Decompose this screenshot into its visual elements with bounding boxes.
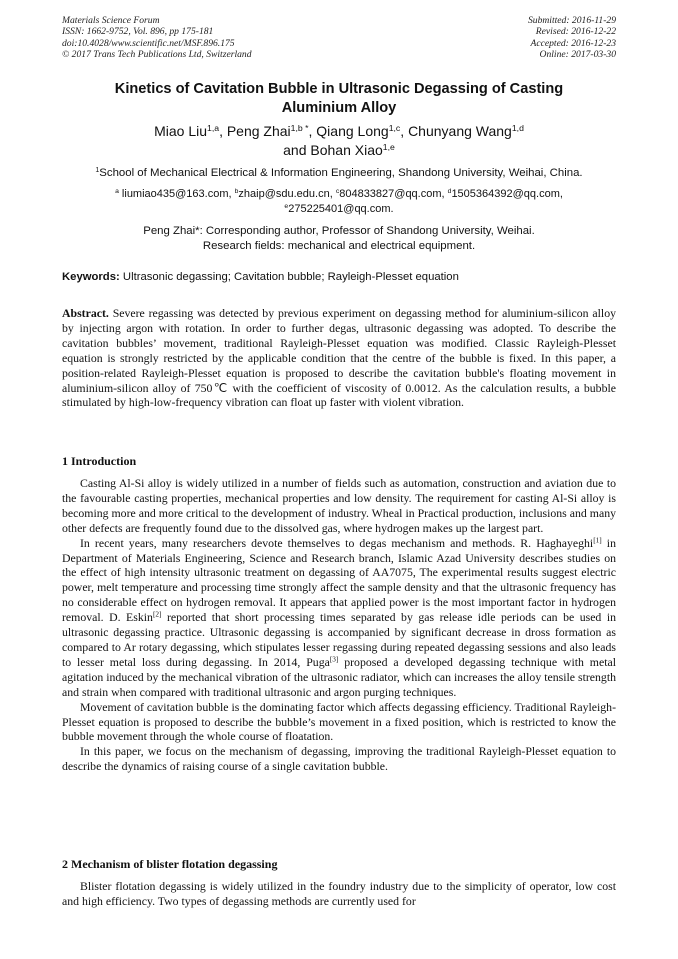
citation-ref: [2]: [152, 609, 162, 619]
keywords-label: Keywords:: [62, 271, 120, 283]
accepted-date: Accepted: 2016-12-23: [530, 37, 616, 49]
section-2-paragraph-1: Blister flotation degassing is widely utilized in the foundry industry due to the simplicity of operator, low cost and high efficiency. Two types of degassing methods are currently used for: [62, 879, 616, 908]
revised-date: Revised: 2016-12-22: [535, 26, 616, 38]
email-d: 1505364392@qq.com,: [451, 188, 563, 200]
intro-p2-text: In recent years, many researchers devote themselves to degas mechanism and methods. R. Haghayeghi: [80, 535, 594, 550]
section-2-body: [62, 879, 616, 909]
intro-p2-text: in Department of Materials Engineering, Science and Research branch, Islamic Azad University describes studies on the effect of high intensity ultrasonic treatment on degassing of AA7075, The experimental results suggest electric power, melt temperature and processing time strongly affect the sample density and that the ultrasonic frequency has no considerable effect on hydrogen removal. It appears that applied power is the most important factor in hydrogen removal. D. Eskin: [62, 535, 616, 625]
section-1-body: [62, 476, 616, 774]
intro-p2-text: proposed a developed degassing technique with metal agitation induced by the mechanical vibration of the ultrasonic radiator, which can increases the alloy tensile strength and strain when compared with traditional ultrasonic and argon purging techniques.: [62, 654, 616, 699]
affiliation: [62, 166, 616, 180]
email-a: liumiao435@163.com,: [118, 188, 235, 200]
author-affil-marker: 1,c: [388, 122, 401, 133]
intro-paragraph-4: In this paper, we focus on the mechanism of degassing, improving the traditional Rayleigh-Plesset equation to describe the dynamics of raising course of a single cavitation bubble.: [62, 744, 616, 774]
abstract-label: Abstract.: [62, 306, 109, 320]
email-marker: b: [234, 187, 239, 195]
paper-title: [62, 80, 616, 118]
intro-paragraph-1: Casting Al-Si alloy is widely utilized in a number of fields such as automation, construction and aviation due to the favourable casting properties, mechanical properties and low density. The requirement for casting Al-Si alloy is becoming more and more critical to the development of industry. Wheal in Practical production, inclusions and many other defects are frequently found due to the dissolved gas, where hydrogen makes up the largest part.: [62, 476, 616, 535]
abstract: [62, 306, 616, 410]
citation-ref: [1]: [593, 535, 602, 545]
intro-paragraph-2: [62, 536, 616, 700]
author-name: and Bohan Xiao: [283, 142, 383, 158]
author-affil-marker: 1,b *: [290, 122, 309, 133]
email-e: 275225401@qq.com.: [288, 202, 394, 215]
submitted-date: Submitted: 2016-11-29: [527, 15, 616, 26]
affiliation-text: School of Mechanical Electrical & Information Engineering, Shandong University, Weihai, China.: [99, 167, 583, 179]
author-affil-marker: 1,a: [207, 122, 220, 133]
email-marker: c: [335, 187, 340, 195]
abstract-paragraph: [62, 306, 616, 410]
intro-paragraph-3: Movement of cavitation bubble is the dominating factor which affects degassing efficiency. Traditional Rayleigh-Plesset equation is proposed to describe the bubble’s movement in a fixed position, which is restricted to know the bubble movement through the whole course of floatation.: [62, 699, 616, 744]
author-name: Peng Zhai: [226, 123, 291, 139]
author-affil-marker: 1,e: [382, 141, 395, 152]
email-line-1: [62, 187, 616, 202]
section-1-heading: 1 Introduction: [62, 454, 137, 468]
author-line-1: [62, 122, 616, 141]
email-c: 804833827@qq.com,: [339, 188, 448, 200]
title-line-1: Kinetics of Cavitation Bubble in Ultrasonic Degassing of Casting: [114, 81, 564, 97]
issn-line: ISSN: 1662-9752, Vol. 896, pp 175-181: [62, 26, 214, 38]
author-separator: ,: [308, 123, 317, 139]
keywords: [62, 270, 616, 284]
email-marker: a: [115, 187, 119, 195]
corresponding-line-2: Research fields: mechanical and electrical equipment.: [202, 240, 476, 252]
keywords-text: Ultrasonic degassing; Cavitation bubble; Rayleigh-Plesset equation: [119, 271, 459, 283]
corresponding-author: [62, 224, 616, 254]
email-marker: d: [447, 187, 452, 195]
author-separator: ,: [400, 123, 409, 139]
copyright-line: © 2017 Trans Tech Publications Ltd, Switzerland: [62, 49, 252, 61]
author-affil-marker: 1,d: [511, 122, 524, 133]
journal-name: Materials Science Forum: [62, 15, 160, 26]
author-separator: ,: [219, 123, 227, 139]
author-emails: [62, 187, 616, 216]
doi-line: doi:10.4028/www.scientific.net/MSF.896.175: [62, 37, 235, 49]
intro-p2-text: reported that short processing times separated by gas release idle periods can be used in ultrasonic degassing practice. Ultrasonic degassing is accompanied by significant decrease in dross formation as compared to Ar rotary degassing, which stipulates lesser regassing during repeated degassing sessions and also leads to lesser metal loss during degassing. In 2014, Puga: [62, 610, 617, 669]
citation-ref: [3]: [329, 654, 339, 664]
corresponding-line-1: Peng Zhai*: Corresponding author, Professor of Shandong University, Weihai.: [143, 225, 535, 237]
email-b: zhaip@sdu.edu.cn,: [238, 188, 336, 200]
email-line-2: [62, 202, 616, 217]
journal-info: [62, 15, 252, 61]
title-line-2: Aluminium Alloy: [281, 100, 397, 116]
affiliation-marker: 1: [95, 166, 100, 174]
section-2-heading: 2 Mechanism of blister flotation degassing: [62, 857, 278, 871]
author-name: Qiang Long: [316, 123, 389, 139]
author-name: Miao Liu: [154, 123, 207, 139]
author-list: [62, 122, 616, 160]
author-line-2: [62, 141, 616, 160]
submission-dates: [528, 15, 616, 61]
online-date: Online: 2017-03-30: [539, 49, 616, 61]
email-marker: e: [284, 202, 289, 210]
author-name: Chunyang Wang: [408, 123, 512, 139]
abstract-text: Severe regassing was detected by previous experiment on degassing method for aluminium-silicon alloy by injecting argon with rotation. In order to further degas, ultrasonic degassing was adopted. To describe the cavitation bubbles’ movement, traditional Rayleigh-Plesset equation was modified. Classic Rayleigh-Plesset equation is strongly restricted by the applicable condition that the centre of the bubble is fixed. In this paper, a position-related Rayleigh-Plesset equation is proposed to describe the cavitation bubble's floating movement in aluminium-silicon alloy of 750℃ with the coefficient of viscosity of 0.0012. As the calculation results, a bubble stimulated by high-low-frequency vibration can float up faster with violent vibration.: [62, 306, 616, 410]
